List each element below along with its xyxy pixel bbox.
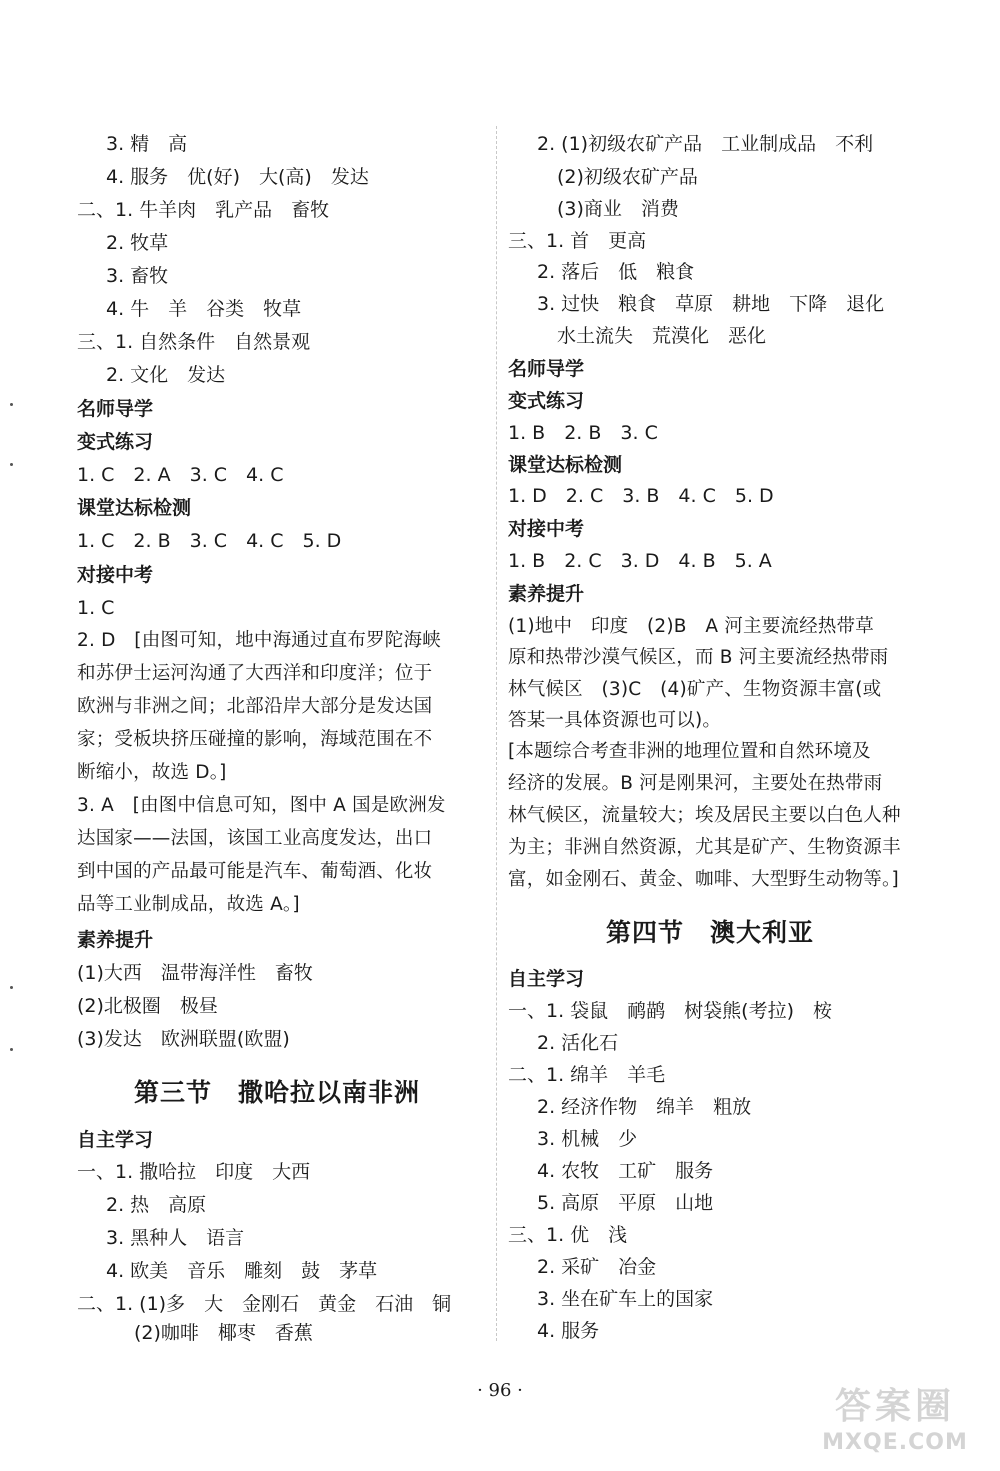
answer-line: (2)北极圈 极昼 (77, 995, 218, 1017)
column-divider (496, 126, 497, 1341)
section-heading: 素养提升 (508, 583, 585, 605)
answer-line: 3. 坐在矿车上的国家 (537, 1288, 714, 1310)
answer-line: 1. D 2. C 3. B 4. C 5. D (508, 485, 774, 507)
section-heading: 变式练习 (77, 431, 154, 453)
answer-line: 2. 采矿 冶金 (537, 1256, 657, 1278)
explanation-line: 断缩小，故选 D。] (77, 762, 227, 783)
answer-line: 5. 高原 平原 山地 (537, 1192, 714, 1214)
section-heading: 素养提升 (77, 929, 154, 951)
section-heading: 自主学习 (77, 1129, 154, 1151)
answer-line: 三、1. 首 更高 (508, 230, 647, 252)
section-heading: 对接中考 (77, 564, 154, 586)
explanation-line: 2. D [由图可知，地中海通过直布罗陀海峡 (77, 630, 441, 651)
section-heading: 课堂达标检测 (508, 454, 623, 476)
answer-line: 2. 经济作物 绵羊 粗放 (537, 1096, 752, 1118)
answer-line: 3. 精 高 (106, 133, 188, 155)
answer-line: 4. 农牧 工矿 服务 (537, 1160, 714, 1182)
answer-line: 1. C 2. A 3. C 4. C (77, 464, 284, 486)
answer-line: 3. 畜牧 (106, 265, 169, 287)
explanation-line: 富，如金刚石、黄金、咖啡、大型野生动物等。] (508, 869, 899, 890)
section-heading: 课堂达标检测 (77, 497, 192, 519)
answer-line: 三、1. 自然条件 自然景观 (77, 331, 311, 353)
section-heading: 变式练习 (508, 390, 585, 412)
answer-line: 一、1. 撒哈拉 印度 大西 (77, 1161, 311, 1183)
answer-line: (2)初级农矿产品 (557, 166, 698, 188)
answer-line: 2. 热 高原 (106, 1194, 207, 1216)
explanation-line: 林气候区 (3)C (4)矿产、生物资源丰富(或 (508, 679, 882, 700)
answer-line: 二、1. 牛羊肉 乳产品 畜牧 (77, 199, 330, 221)
section-heading: 名师导学 (508, 358, 585, 380)
explanation-line: 品等工业制成品，故选 A。] (77, 894, 300, 915)
explanation-line: (1)地中 印度 (2)B A 河主要流经热带草 (508, 616, 874, 637)
answer-line: 水土流失 荒漠化 恶化 (557, 325, 767, 347)
section-title: 第三节 撒哈拉以南非洲 (134, 1078, 421, 1107)
answer-line: (3)商业 消费 (557, 198, 679, 220)
answer-line: 2. (1)初级农矿产品 工业制成品 不利 (537, 133, 874, 155)
answer-line: (2)咖啡 椰枣 香蕉 (134, 1322, 313, 1344)
section-heading: 对接中考 (508, 518, 585, 540)
explanation-line: 为主；非洲自然资源，尤其是矿产、生物资源丰 (508, 837, 901, 858)
answer-line: 4. 牛 羊 谷类 牧草 (106, 298, 302, 320)
watermark-logo: 答案圈 MXQE.COM (822, 1386, 968, 1455)
margin-mark (10, 403, 13, 406)
answer-line: 三、1. 优 浅 (508, 1224, 628, 1246)
answer-line: 1. C (77, 597, 115, 619)
answer-line: 4. 欧美 音乐 雕刻 鼓 茅草 (106, 1260, 378, 1282)
answer-line: 4. 服务 (537, 1320, 600, 1342)
section-title: 第四节 澳大利亚 (606, 918, 815, 947)
answer-line: 1. B 2. B 3. C (508, 422, 658, 444)
answer-line: 二、1. 绵羊 羊毛 (508, 1064, 666, 1086)
answer-line: 1. B 2. C 3. D 4. B 5. A (508, 550, 772, 572)
answer-line: (1)大西 温带海洋性 畜牧 (77, 962, 313, 984)
answer-line: 2. 落后 低 粮食 (537, 261, 695, 283)
explanation-line: 家；受板块挤压碰撞的影响，海域范围在不 (77, 729, 433, 750)
explanation-line: 经济的发展。B 河是刚果河，主要处在热带雨 (508, 773, 883, 794)
answer-line: 3. 过快 粮食 草原 耕地 下降 退化 (537, 293, 885, 315)
explanation-line: 欧洲与非洲之间；北部沿岸大部分是发达国 (77, 696, 433, 717)
explanation-line: 3. A [由图中信息可知，图中 A 国是欧洲发 (77, 795, 446, 816)
explanation-line: 林气候区，流量较大；埃及居民主要以白色人种 (508, 805, 901, 826)
explanation-line: 到中国的产品最可能是汽车、葡萄酒、化妆 (77, 861, 433, 882)
explanation-line: 答某一具体资源也可以)。 (508, 710, 722, 731)
answer-line: 2. 牧草 (106, 232, 169, 254)
section-heading: 名师导学 (77, 398, 154, 420)
answer-line: 二、1. (1)多 大 金刚石 黄金 石油 铜 (77, 1293, 452, 1315)
margin-mark (10, 1048, 13, 1051)
answer-line: (3)发达 欧洲联盟(欧盟) (77, 1028, 290, 1050)
answer-line: 4. 服务 优(好) 大(高) 发达 (106, 166, 369, 188)
explanation-line: [本题综合考查非洲的地理位置和自然环境及 (508, 741, 871, 762)
answer-line: 3. 黑种人 语言 (106, 1227, 245, 1249)
explanation-line: 达国家——法国，该国工业高度发达，出口 (77, 828, 433, 849)
explanation-line: 原和热带沙漠气候区，而 B 河主要流经热带雨 (508, 647, 889, 668)
answer-line: 1. C 2. B 3. C 4. C 5. D (77, 530, 342, 552)
margin-mark (10, 986, 13, 989)
answer-line: 一、1. 袋鼠 鸸鹋 树袋熊(考拉) 桉 (508, 1000, 832, 1022)
explanation-line: 和苏伊士运河沟通了大西洋和印度洋；位于 (77, 663, 433, 684)
answer-line: 3. 机械 少 (537, 1128, 638, 1150)
page-number: · 96 · (477, 1380, 523, 1401)
answer-line: 2. 活化石 (537, 1032, 619, 1054)
section-heading: 自主学习 (508, 968, 585, 990)
margin-mark (10, 463, 13, 466)
answer-line: 2. 文化 发达 (106, 364, 226, 386)
